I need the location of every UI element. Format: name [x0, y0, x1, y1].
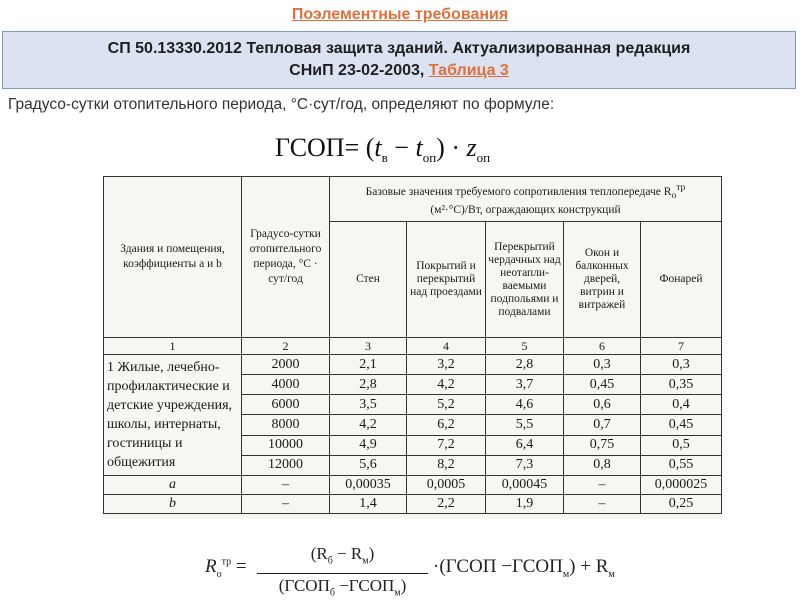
table-3-link[interactable]: Таблица 3 [428, 62, 509, 79]
numer-sub: б [327, 555, 333, 567]
requirements-table [103, 176, 722, 514]
formula-t: t [374, 133, 382, 162]
table-cell: 4,9 [330, 435, 407, 455]
table-cell: 3,5 [330, 395, 407, 415]
table-cell: 0,35 [641, 375, 722, 395]
table-cell: a [104, 476, 242, 495]
coefficient-a-row [104, 476, 722, 495]
intro-text: Градусо-сутки отопительного периода, °С·сут/год, определяют по формуле: [8, 96, 555, 113]
table-cell: – [242, 495, 330, 514]
main-header-text: Базовые значения требуемого сопротивления теплопередаче R [365, 185, 672, 198]
col2-header: Градусо-сутки отопительного периода, °С · сут/год [242, 177, 330, 338]
table-cell: – [564, 495, 641, 514]
table-cell: 0,000025 [641, 476, 722, 495]
table-cell: 2,8 [486, 355, 564, 375]
table-cell: 3,2 [407, 355, 486, 375]
table-cell: 0,4 [641, 395, 722, 415]
table-cell: 10000 [242, 435, 330, 455]
numer-part: − R [332, 544, 363, 563]
subcol-attic-floors: Перекрытий чердачных над неотапли-ваемыми подпольями и подвалами [486, 222, 564, 338]
table-cell: 0,25 [641, 495, 722, 514]
table-cell: 4000 [242, 375, 330, 395]
table-cell: 0,0005 [407, 476, 486, 495]
table-cell: 0,3 [564, 355, 641, 375]
table-cell: 0,55 [641, 455, 722, 475]
table-cell: 12000 [242, 455, 330, 475]
table-cell: 8000 [242, 415, 330, 435]
table-cell: 0,7 [564, 415, 641, 435]
col-number: 6 [564, 338, 641, 355]
col-number: 2 [242, 338, 330, 355]
table-cell: 4,2 [330, 415, 407, 435]
table-cell: b [104, 495, 242, 514]
formula-z-sub: оп [476, 150, 491, 166]
top-link-elementwise-requirements[interactable]: Поэлементные требования [291, 6, 509, 23]
bformula-numerator [255, 542, 430, 573]
formula-eq: = ( [344, 133, 375, 162]
table-cell: 1,4 [330, 495, 407, 514]
table-row [104, 355, 722, 375]
formula-close: ) · [436, 133, 467, 162]
requirements-table-scan [103, 176, 721, 519]
formula-t-op-sub: оп [422, 150, 437, 166]
table-cell: 0,75 [564, 435, 641, 455]
formula-t-op: t [415, 133, 423, 162]
table-cell: 0,5 [641, 435, 722, 455]
table-cell: 6,4 [486, 435, 564, 455]
table-cell: 5,6 [330, 455, 407, 475]
rhs-sub: м [562, 568, 570, 580]
banner-snip-code: СНиП 23-02-2003, [289, 62, 425, 79]
rhs-sub: м [608, 568, 615, 580]
table-cell: 0,3 [641, 355, 722, 375]
table-cell: – [564, 476, 641, 495]
document-banner [2, 31, 796, 89]
bformula-lhs [205, 556, 247, 580]
subcol-windows: Окон и балконных дверей, витрин и витражей [564, 222, 641, 338]
main-header-sub: о [671, 190, 677, 202]
building-group-label: 1 Жилые, лечебно-профилактические и детские учреждения, школы, интернаты, гостиницы и общежития [104, 355, 242, 476]
col-number: 4 [407, 338, 486, 355]
formula-z: z [466, 133, 477, 162]
rhs-part: ·(ГСОП −ГСОП [433, 556, 563, 577]
rhs-part: ) + R [569, 556, 609, 577]
table-cell: 8,2 [407, 455, 486, 475]
col-number: 3 [330, 338, 407, 355]
table-cell: 0,6 [564, 395, 641, 415]
bformula-fraction [255, 542, 430, 606]
numer-sub: м [362, 555, 369, 567]
denom-part: ) [400, 576, 407, 596]
col-number: 7 [641, 338, 722, 355]
formula-lhs: ГСОП [275, 133, 345, 162]
main-header [330, 177, 722, 222]
table-cell: 2,8 [330, 375, 407, 395]
bformula-denominator [255, 574, 430, 605]
denom-part: −ГСОП [334, 576, 395, 596]
main-header-sup: тр [676, 181, 686, 193]
table-cell: 1,9 [486, 495, 564, 514]
table-cell: 4,6 [486, 395, 564, 415]
table-cell: 2,1 [330, 355, 407, 375]
bformula-r-sup: тр [221, 556, 232, 568]
subcol-roofs: Покрытий и перекрытий над проездами [407, 222, 486, 338]
col1-header: Здания и помещения, коэффициенты a и b [104, 177, 242, 338]
bformula-r-sub: о [216, 568, 222, 580]
subcol-walls: Стен [330, 222, 407, 338]
table-cell: 4,2 [407, 375, 486, 395]
table-cell: 7,3 [486, 455, 564, 475]
table-cell: 5,5 [486, 415, 564, 435]
formula-t-sub: в [381, 150, 388, 166]
gsop-formula [275, 133, 490, 166]
banner-title: СП 50.13330.2012 Тепловая защита зданий. Актуализированная редакция [107, 40, 691, 57]
table-cell: 0,8 [564, 455, 641, 475]
col-number: 1 [104, 338, 242, 355]
banner-subtitle [3, 60, 795, 82]
table-cell: 0,00045 [486, 476, 564, 495]
numer-part: (R [310, 544, 328, 563]
resistance-interpolation-formula [205, 540, 625, 600]
table-cell: 6000 [242, 395, 330, 415]
denom-sub: б [329, 587, 335, 599]
table-cell: 0,45 [641, 415, 722, 435]
table-cell: 6,2 [407, 415, 486, 435]
table-cell: 5,2 [407, 395, 486, 415]
bformula-rhs [433, 556, 615, 580]
table-header-row-1 [104, 177, 722, 222]
table-cell: 0,45 [564, 375, 641, 395]
table-cell: 0,00035 [330, 476, 407, 495]
bformula-eq: = [231, 556, 247, 577]
table-cell: 3,7 [486, 375, 564, 395]
bformula-r: R [205, 556, 217, 577]
coefficient-b-row [104, 495, 722, 514]
main-header-units: (м²·°С)/Вт, ограждающих конструкций [430, 204, 621, 217]
table-cell: 2000 [242, 355, 330, 375]
table-cell: – [242, 476, 330, 495]
formula-minus: − [387, 133, 416, 162]
subcol-skylights: Фонарей [641, 222, 722, 338]
col-number: 5 [486, 338, 564, 355]
table-cell: 7,2 [407, 435, 486, 455]
numer-part: ) [368, 544, 375, 563]
denom-sub: м [394, 587, 401, 599]
table-cell: 2,2 [407, 495, 486, 514]
column-number-row [104, 338, 722, 355]
denom-part: (ГСОП [278, 576, 330, 596]
